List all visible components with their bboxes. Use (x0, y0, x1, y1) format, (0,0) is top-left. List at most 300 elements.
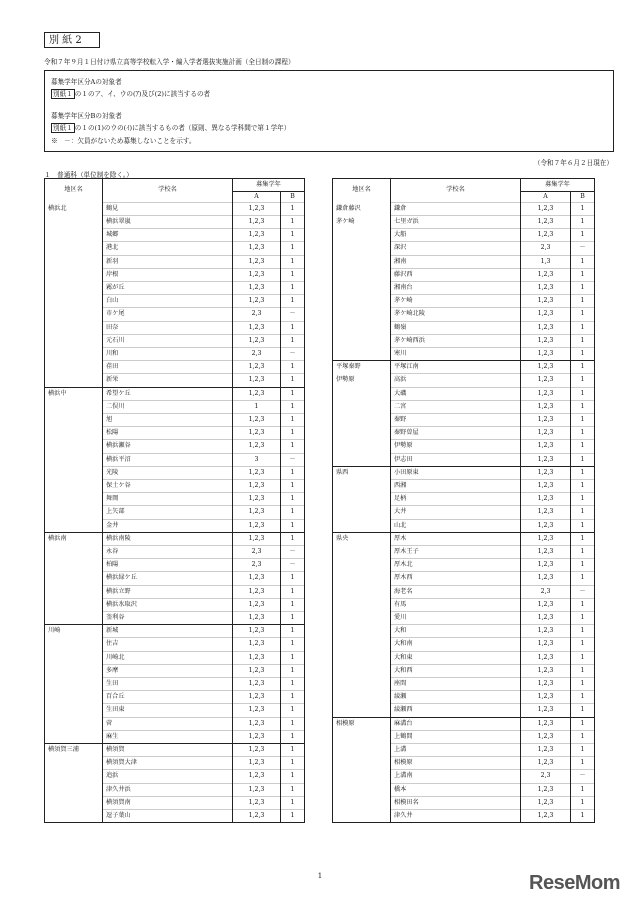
district-cell (45, 229, 103, 242)
district-cell (333, 308, 391, 321)
table-row (45, 334, 305, 347)
grade-b-cell: 1 (281, 585, 305, 598)
district-cell (45, 242, 103, 255)
grade-a-cell: 1,2,3 (233, 678, 281, 691)
grade-b-cell: 1 (281, 466, 305, 479)
note-mark: ※ －：欠員がないため募集しないことを示す。 (51, 137, 196, 145)
district-cell (333, 545, 391, 558)
table-row (45, 545, 305, 558)
table-row (333, 704, 595, 717)
school-cell: 横浜立野 (103, 585, 233, 598)
school-cell: 足柄 (391, 493, 521, 506)
school-cell: 茅ケ崎西浜 (391, 334, 521, 347)
district-cell (333, 796, 391, 809)
as-of-date: （令和７年６月２日現在） (533, 159, 613, 167)
grade-a-cell: 1,2,3 (521, 506, 571, 519)
district-cell (45, 757, 103, 770)
col-school: 学校名 (391, 179, 521, 203)
district-cell (333, 625, 391, 638)
col-grade: 募集学年 (521, 179, 595, 192)
grade-a-cell: 1,2,3 (521, 413, 571, 426)
table-row (45, 796, 305, 809)
grade-b-cell: 1 (571, 295, 595, 308)
grade-b-cell: 1 (281, 242, 305, 255)
grade-b-cell: 1 (571, 427, 595, 440)
district-cell (45, 717, 103, 730)
table-row (45, 744, 305, 757)
grade-b-cell: 1 (281, 334, 305, 347)
grade-b-cell: 1 (571, 493, 595, 506)
grade-a-cell: 1,2,3 (233, 334, 281, 347)
grade-a-cell: 1,2,3 (521, 493, 571, 506)
grade-a-cell: 1,2,3 (233, 796, 281, 809)
school-cell: 新栄 (103, 374, 233, 387)
grade-b-cell: 1 (571, 532, 595, 545)
district-cell (333, 427, 391, 440)
grade-a-cell: 1,2,3 (233, 387, 281, 400)
school-cell: 深沢 (391, 242, 521, 255)
district-cell (333, 295, 391, 308)
grade-b-cell: － (281, 308, 305, 321)
grade-a-cell: 1,2,3 (521, 440, 571, 453)
table-row (333, 572, 595, 585)
grade-b-cell: 1 (571, 347, 595, 360)
grade-a-cell: 1,2,3 (233, 374, 281, 387)
table-row (45, 466, 305, 479)
grade-b-cell: 1 (571, 678, 595, 691)
school-cell: 大和東 (391, 651, 521, 664)
grade-a-cell: 1,2,3 (233, 361, 281, 374)
table-row (45, 572, 305, 585)
right-table (332, 178, 595, 823)
district-cell (333, 268, 391, 281)
table-row (45, 704, 305, 717)
grade-b-cell: 1 (281, 598, 305, 611)
grade-a-cell: 1,2,3 (521, 783, 571, 796)
grade-b-cell: 1 (281, 506, 305, 519)
district-cell (45, 308, 103, 321)
table-row (333, 321, 595, 334)
district-cell (45, 572, 103, 585)
grade-b-cell: 1 (281, 810, 305, 823)
district-cell (333, 664, 391, 677)
table-row (45, 717, 305, 730)
grade-b-cell: － (281, 545, 305, 558)
school-cell: 永谷 (103, 545, 233, 558)
grade-b-cell: 1 (571, 506, 595, 519)
grade-b-cell: 1 (571, 704, 595, 717)
table-row (333, 413, 595, 426)
grade-a-cell: 1,2,3 (521, 744, 571, 757)
grade-b-cell: 1 (281, 202, 305, 215)
school-cell: 松陽 (103, 427, 233, 440)
table-row (45, 242, 305, 255)
grade-a-cell: 1,2,3 (521, 625, 571, 638)
grade-a-cell: 1,2,3 (233, 598, 281, 611)
district-cell (45, 598, 103, 611)
grade-a-cell: 1,2,3 (521, 453, 571, 466)
grade-a-cell: 1,2,3 (233, 242, 281, 255)
table-row (45, 691, 305, 704)
grade-b-cell: 1 (571, 479, 595, 492)
grade-a-cell: 1,3 (521, 255, 571, 268)
school-cell: 百合丘 (103, 691, 233, 704)
school-cell: 市ケ尾 (103, 308, 233, 321)
grade-a-cell: 1,2,3 (233, 532, 281, 545)
grade-a-cell: 1,2,3 (233, 479, 281, 492)
grade-b-cell: 1 (571, 400, 595, 413)
school-cell: 横浜氷取沢 (103, 598, 233, 611)
grade-b-cell: 1 (571, 387, 595, 400)
grade-a-cell: 1,2,3 (521, 532, 571, 545)
school-cell: 新羽 (103, 255, 233, 268)
table-row (333, 347, 595, 360)
school-cell: 座間 (391, 678, 521, 691)
grade-a-cell: 1,2,3 (521, 374, 571, 387)
grade-a-cell: 1,2,3 (521, 559, 571, 572)
school-cell: 相模原 (391, 757, 521, 770)
district-cell (45, 545, 103, 558)
grade-b-cell: 1 (281, 427, 305, 440)
grade-b-cell: 1 (281, 757, 305, 770)
school-cell: 横須賀南 (103, 796, 233, 809)
table-row (333, 374, 595, 387)
grade-a-cell: 1,2,3 (521, 321, 571, 334)
table-row (45, 229, 305, 242)
col-district: 地区名 (45, 179, 103, 203)
grade-b-cell: 1 (281, 268, 305, 281)
grade-b-cell: 1 (571, 268, 595, 281)
district-cell (333, 704, 391, 717)
grade-b-cell: 1 (281, 255, 305, 268)
school-cell: 横浜南陵 (103, 532, 233, 545)
school-cell: 上溝 (391, 744, 521, 757)
grade-b-cell: 1 (571, 413, 595, 426)
school-cell: 金井 (103, 519, 233, 532)
grade-b-cell: 1 (571, 638, 595, 651)
district-cell (45, 427, 103, 440)
grade-b-cell: 1 (281, 440, 305, 453)
school-cell: 綾瀬西 (391, 704, 521, 717)
site-logo: ReseMom (529, 872, 620, 894)
table-row (45, 215, 305, 228)
grade-a-cell: 1 (233, 400, 281, 413)
grade-a-cell: 1,2,3 (521, 612, 571, 625)
grade-a-cell: 1,2,3 (521, 810, 571, 823)
school-cell: 上溝南 (391, 770, 521, 783)
grade-a-cell: 1,2,3 (233, 268, 281, 281)
district-cell (333, 612, 391, 625)
school-cell: 新城 (103, 625, 233, 638)
grade-a-cell: 1,2,3 (521, 308, 571, 321)
grade-b-cell: 1 (281, 229, 305, 242)
table-row (45, 295, 305, 308)
school-cell: 追浜 (103, 770, 233, 783)
grade-b-cell: 1 (281, 361, 305, 374)
district-cell (45, 559, 103, 572)
grade-a-cell: 1,2,3 (521, 519, 571, 532)
school-cell: 山北 (391, 519, 521, 532)
school-cell: 大船 (391, 229, 521, 242)
school-cell: 小田原東 (391, 466, 521, 479)
grade-a-cell: 1,2,3 (233, 255, 281, 268)
grade-b-cell: － (571, 242, 595, 255)
table-row (333, 479, 595, 492)
grade-a-cell: 1,2,3 (233, 281, 281, 294)
district-cell: 平塚秦野 (333, 361, 391, 374)
district-cell (333, 334, 391, 347)
school-cell: 釜利谷 (103, 612, 233, 625)
table-row (333, 427, 595, 440)
grade-a-cell: 1,2,3 (521, 572, 571, 585)
district-cell (333, 229, 391, 242)
school-cell: 生田東 (103, 704, 233, 717)
grade-b-cell: 1 (571, 559, 595, 572)
appendix-label: 別 紙 2 (44, 32, 100, 48)
district-cell (45, 810, 103, 823)
table-row (333, 691, 595, 704)
grade-b-cell: 1 (281, 796, 305, 809)
table-row (45, 730, 305, 743)
grade-b-cell: 1 (571, 361, 595, 374)
table-row (333, 717, 595, 730)
district-cell: 県央 (333, 532, 391, 545)
school-cell: 高浜 (391, 374, 521, 387)
grade-a-cell: 1,2,3 (521, 664, 571, 677)
table-row (45, 308, 305, 321)
table-row (333, 334, 595, 347)
school-cell: 大磯 (391, 387, 521, 400)
document-title: 令和７年９月１日付け県立高等学校転入学・編入学者選抜実施計画（全日制の課程） (44, 58, 295, 66)
grade-a-cell: 1,2,3 (521, 638, 571, 651)
school-cell: 横浜翠嵐 (103, 215, 233, 228)
school-cell: 麻溝台 (391, 717, 521, 730)
district-cell (45, 215, 103, 228)
district-cell (333, 651, 391, 664)
table-row (333, 268, 595, 281)
grade-b-cell: 1 (571, 308, 595, 321)
school-cell: 鶴嶺 (391, 321, 521, 334)
grade-a-cell: 1,2,3 (233, 783, 281, 796)
district-cell: 鎌倉藤沢 (333, 202, 391, 215)
district-cell (45, 453, 103, 466)
school-cell: 二宮 (391, 400, 521, 413)
school-cell: 白山 (103, 295, 233, 308)
table-row (333, 506, 595, 519)
district-cell (333, 453, 391, 466)
school-cell: 上鶴間 (391, 730, 521, 743)
grade-b-cell: 1 (281, 717, 305, 730)
table-row (45, 506, 305, 519)
grade-a-cell: 1,2,3 (521, 268, 571, 281)
school-cell: 平塚江南 (391, 361, 521, 374)
district-cell (45, 519, 103, 532)
district-cell (333, 770, 391, 783)
grade-b-cell: 1 (571, 730, 595, 743)
table-row (45, 268, 305, 281)
grade-b-cell: 1 (571, 202, 595, 215)
district-cell (45, 770, 103, 783)
right-table-body (333, 202, 595, 823)
grade-b-cell: 1 (281, 479, 305, 492)
district-cell (333, 347, 391, 360)
school-cell: 西湘 (391, 479, 521, 492)
school-cell: 有馬 (391, 598, 521, 611)
school-cell: 逗子葉山 (103, 810, 233, 823)
grade-b-cell: 1 (571, 466, 595, 479)
school-cell: 厚木王子 (391, 545, 521, 558)
grade-a-cell: 1,2,3 (521, 466, 571, 479)
grade-b-cell: 1 (571, 229, 595, 242)
grade-a-cell: 1,2,3 (233, 810, 281, 823)
grade-b-cell: 1 (571, 334, 595, 347)
table-row (333, 440, 595, 453)
table-row (333, 519, 595, 532)
school-cell: 大和南 (391, 638, 521, 651)
district-cell (45, 796, 103, 809)
grade-b-cell: 1 (571, 783, 595, 796)
grade-b-cell: － (571, 585, 595, 598)
grade-a-cell: 1,2,3 (521, 691, 571, 704)
grade-a-cell: 1,2,3 (233, 757, 281, 770)
left-table (44, 178, 305, 823)
grade-b-cell: 1 (571, 796, 595, 809)
grade-a-cell: 1,2,3 (233, 612, 281, 625)
district-cell (333, 519, 391, 532)
table-row (333, 598, 595, 611)
grade-a-cell: 1,2,3 (521, 717, 571, 730)
notes-box (44, 70, 614, 152)
grade-b-cell: 1 (281, 400, 305, 413)
grade-b-cell: 1 (571, 519, 595, 532)
district-cell: 川崎 (45, 625, 103, 638)
grade-a-cell: 2,3 (521, 585, 571, 598)
district-cell (45, 334, 103, 347)
school-cell: 上矢部 (103, 506, 233, 519)
grade-b-cell: 1 (281, 664, 305, 677)
school-cell: 光陵 (103, 466, 233, 479)
school-cell: 川和 (103, 347, 233, 360)
grade-b-cell: 1 (571, 545, 595, 558)
grade-b-cell: 1 (281, 770, 305, 783)
district-cell (45, 295, 103, 308)
grade-a-cell: 1,2,3 (233, 717, 281, 730)
grade-b-cell: 1 (571, 321, 595, 334)
school-cell: 鶴見 (103, 202, 233, 215)
grade-a-cell: 1,2,3 (521, 387, 571, 400)
left-table-body (45, 202, 305, 823)
grade-a-cell: 1,2,3 (233, 413, 281, 426)
grade-b-cell: 1 (281, 572, 305, 585)
grade-b-cell: 1 (281, 519, 305, 532)
grade-a-cell: 2,3 (233, 559, 281, 572)
school-cell: 田奈 (103, 321, 233, 334)
district-cell (333, 678, 391, 691)
note-a-line (51, 88, 210, 98)
page-number: 1 (317, 872, 323, 880)
grade-a-cell: 1,2,3 (233, 519, 281, 532)
grade-a-cell: 1,2,3 (521, 202, 571, 215)
grade-b-cell: 1 (281, 612, 305, 625)
table-row (45, 347, 305, 360)
district-cell (45, 783, 103, 796)
grade-b-cell: 1 (571, 625, 595, 638)
grade-b-cell: 1 (281, 413, 305, 426)
district-cell: 横浜北 (45, 202, 103, 215)
grade-b-cell: 1 (571, 572, 595, 585)
header-row (333, 179, 595, 192)
table-row (333, 532, 595, 545)
grade-a-cell: 1,2,3 (233, 585, 281, 598)
school-cell: 伊勢原 (391, 440, 521, 453)
grade-a-cell: 1,2,3 (233, 691, 281, 704)
table-row (45, 440, 305, 453)
school-cell: 川崎北 (103, 651, 233, 664)
table-row (333, 295, 595, 308)
grade-a-cell: 1,2,3 (233, 321, 281, 334)
school-cell: 厚木北 (391, 559, 521, 572)
school-cell: 相模田名 (391, 796, 521, 809)
table-row (333, 361, 595, 374)
table-row (333, 400, 595, 413)
grade-b-cell: 1 (281, 625, 305, 638)
table-row (45, 202, 305, 215)
school-cell: 生田 (103, 678, 233, 691)
table-row (45, 783, 305, 796)
school-cell: 秦野 (391, 413, 521, 426)
grade-b-cell: 1 (281, 215, 305, 228)
table-row (45, 400, 305, 413)
note-a-heading: 募集学年区分Aの対象者 (51, 78, 122, 86)
school-cell: 荏田 (103, 361, 233, 374)
district-cell (45, 347, 103, 360)
district-cell (333, 387, 391, 400)
grade-b-cell: 1 (571, 374, 595, 387)
note-b-heading: 募集学年区分Bの対象者 (51, 112, 122, 120)
grade-b-cell: 1 (571, 255, 595, 268)
table-row (45, 479, 305, 492)
district-cell (333, 572, 391, 585)
table-row (45, 651, 305, 664)
table-row (45, 625, 305, 638)
school-cell: 七里ガ浜 (391, 215, 521, 228)
district-cell (45, 479, 103, 492)
district-cell (333, 691, 391, 704)
district-cell (333, 413, 391, 426)
col-a: A (521, 192, 571, 203)
grade-a-cell: 2,3 (521, 242, 571, 255)
school-cell: 二俣川 (103, 400, 233, 413)
school-cell: 厚木 (391, 532, 521, 545)
grade-b-cell: 1 (281, 374, 305, 387)
table-row (333, 215, 595, 228)
grade-b-cell: 1 (281, 493, 305, 506)
grade-a-cell: 1,2,3 (521, 757, 571, 770)
table-row (333, 664, 595, 677)
grade-a-cell: 1,2,3 (233, 493, 281, 506)
table-row (333, 545, 595, 558)
district-cell (45, 374, 103, 387)
district-cell (333, 638, 391, 651)
district-cell: 横須賀三浦 (45, 744, 103, 757)
grade-a-cell: 1,2,3 (233, 506, 281, 519)
table-row (45, 810, 305, 823)
grade-a-cell: 1,2,3 (233, 664, 281, 677)
header-row (45, 179, 305, 192)
school-cell: 寒川 (391, 347, 521, 360)
school-cell: 舞岡 (103, 493, 233, 506)
district-cell (333, 585, 391, 598)
